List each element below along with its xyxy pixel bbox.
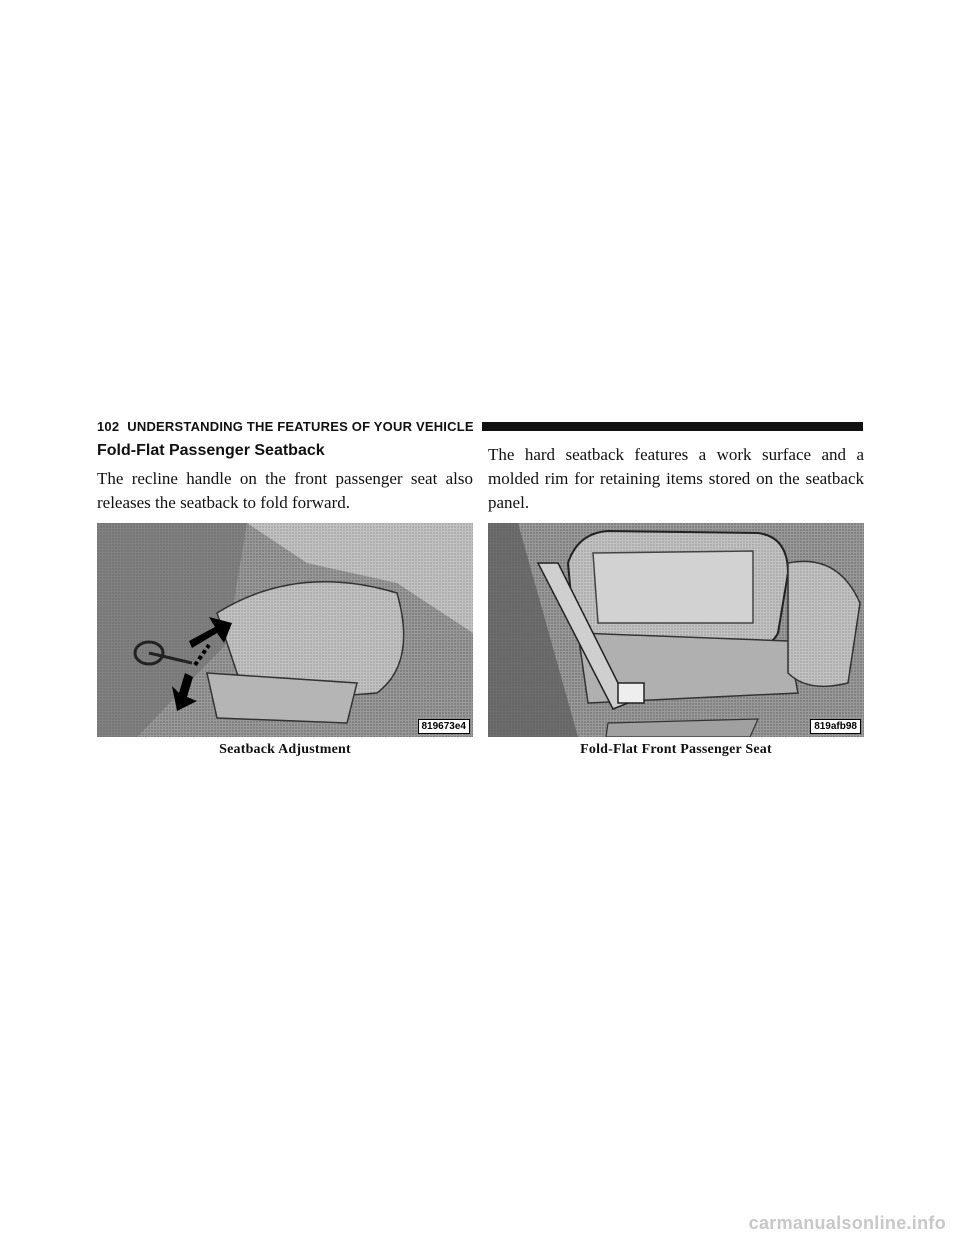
figure-caption: Seatback Adjustment	[219, 742, 351, 757]
fold-flat-seat-illustration	[488, 523, 864, 737]
seatback-adjustment-figure	[97, 523, 473, 737]
running-header	[97, 416, 863, 436]
watermark: carmanualsonline.info	[748, 1213, 946, 1233]
right-column	[488, 441, 864, 758]
left-column	[97, 441, 473, 758]
section-heading: Fold-Flat Passenger Seatback	[97, 442, 325, 459]
section-title: UNDERSTANDING THE FEATURES OF YOUR VEHICLE	[127, 418, 474, 434]
header-rule	[482, 422, 863, 431]
figure-code: 819673e4	[418, 719, 471, 734]
seatback-adjustment-illustration	[97, 523, 473, 737]
left-paragraph: The recline handle on the front passenger seat also releases the seatback to fold forward.	[97, 469, 473, 512]
figure-code: 819afb98	[810, 719, 861, 734]
right-paragraph: The hard seatback features a work surface and a molded rim for retaining items stored on the seatback panel.	[488, 445, 864, 512]
figure-caption: Fold-Flat Front Passenger Seat	[580, 742, 772, 757]
page-number: 102	[97, 418, 120, 434]
fold-flat-seat-figure	[488, 523, 864, 737]
